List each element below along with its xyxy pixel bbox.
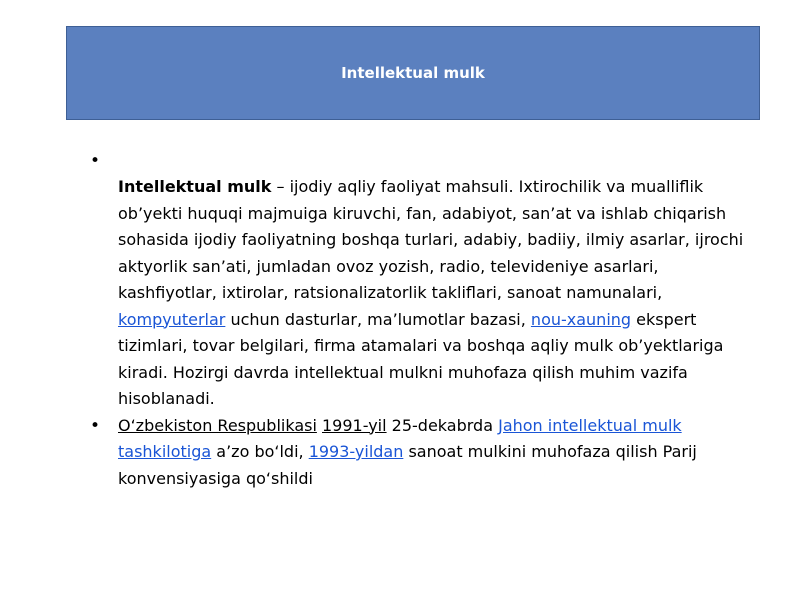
text-segment: ekspert tizimlari, tovar belgilari, firma atamalari va boshqa aqliy mulk ob’yektlariga kiradi. Hozirgi davrda intellektual mulkni muhofaza qilish muhim vazifa hisoblanadi.	[118, 309, 724, 408]
bullet-item-2	[90, 413, 750, 493]
underlined-text-year[interactable]: 1991-yil	[322, 415, 387, 435]
bullet-text-1	[118, 148, 750, 413]
link-nou-xauning[interactable]: nou-xauning	[530, 309, 632, 329]
slide-content	[90, 148, 750, 492]
bullet-icon: •	[90, 415, 101, 436]
bullet-item-1	[90, 148, 750, 413]
text-segment: 25-dekabrda	[386, 415, 499, 435]
text-segment: a’zo bo‘ldi,	[211, 442, 309, 461]
link-wipo[interactable]: Jahon intellektual mulk tashkilotiga	[118, 415, 682, 461]
slide-title: Intellektual mulk	[341, 64, 485, 82]
term-bold: Intellektual mulk	[118, 177, 272, 196]
text-segment: – ijodiy aqliy faoliyat mahsuli. Ixtirochilik va mualliflik ob’yekti huquqi majmuiga kiruvchi, fan, adabiyot, san’at va ishlab chiqarish sohasida ijodiy faoliyatning boshqa turlari, adabiy, badiiy, ilmiy asarlar, ijrochi aktyorlik san’ati, jumladan ovoz yozish, radio, televideniye asarlari, kashfiyotlar, ixtirolar, ratsionalizatorlik takliflari, sanoat namunalari,	[118, 177, 744, 302]
title-banner	[66, 26, 760, 120]
text-segment: uchun dasturlar, ma’lumotlar bazasi,	[225, 309, 531, 329]
bullet-icon: •	[90, 151, 101, 171]
link-kompyuterlar[interactable]: kompyuterlar	[118, 309, 226, 329]
bullet-text-2	[118, 413, 750, 493]
underlined-text-country[interactable]: O‘zbekiston Respublikasi	[118, 415, 317, 435]
text-segment: sanoat mulkini muhofaza qilish Parij konvensiyasiga qo‘shildi	[118, 442, 697, 488]
link-1993[interactable]: 1993-yildan	[308, 442, 404, 461]
